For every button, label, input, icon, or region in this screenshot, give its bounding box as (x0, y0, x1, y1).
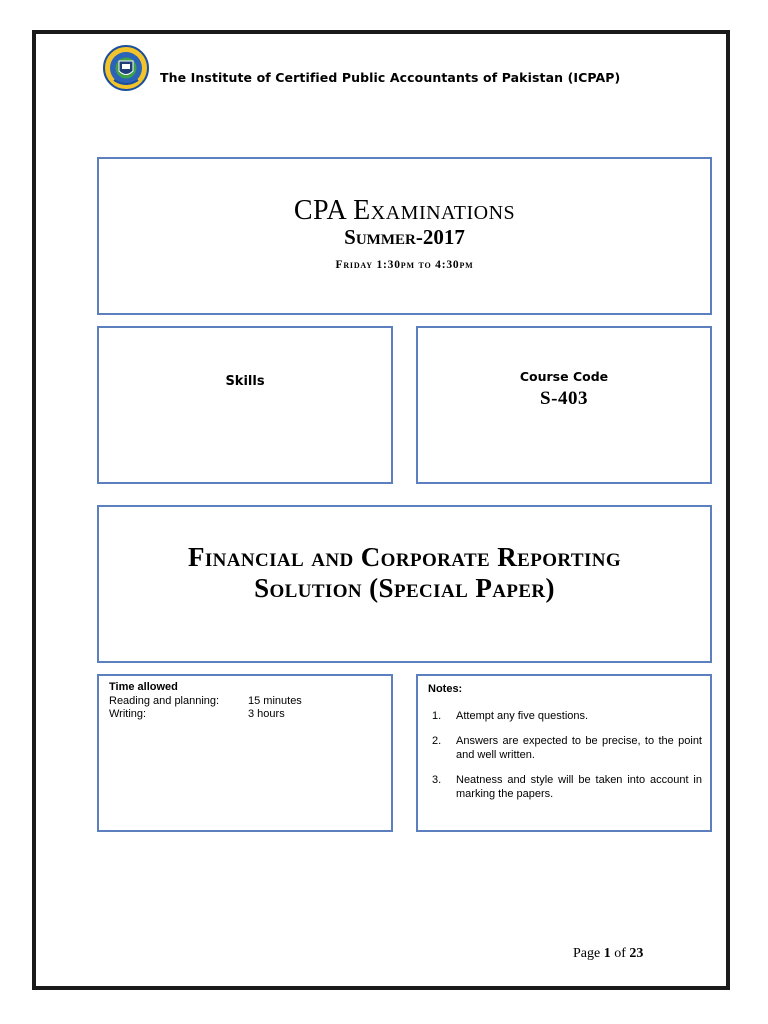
total-pages: 23 (629, 946, 644, 961)
time-row-value: 15 minutes (248, 695, 302, 707)
note-number: 2. (432, 735, 442, 747)
time-row-reading (109, 695, 302, 707)
note-number: 1. (432, 710, 442, 722)
course-code-value: S-403 (540, 388, 588, 409)
institute-name: The Institute of Certified Public Accountants of Pakistan (ICPAP) (160, 70, 621, 85)
page-word: Page (573, 946, 601, 961)
time-row-writing (109, 708, 285, 720)
note-text: Attempt any five questions. (456, 710, 589, 722)
note-text: Neatness and style will be taken into account in marking the papers. (456, 774, 702, 800)
notes-heading: Notes: (428, 683, 463, 695)
time-allowed-heading: Time allowed (109, 681, 178, 693)
paper-title-line-1: Financial and Corporate Reporting (187, 542, 622, 572)
time-row-label: Writing: (109, 708, 147, 720)
exam-title: CPA Examinations (293, 195, 516, 226)
level-box (97, 326, 393, 484)
icpap-logo (102, 44, 150, 92)
paper-title-box (97, 505, 712, 663)
exam-session: Summer-2017 (344, 225, 465, 249)
course-code-box (416, 326, 712, 484)
page-number (573, 946, 643, 962)
of-word: of (614, 946, 626, 961)
time-row-label: Reading and planning: (109, 695, 220, 707)
paper-title (99, 542, 710, 604)
note-text: Answers are expected to be precise, to the point and well written. (456, 735, 702, 761)
level-name: Skills (225, 374, 265, 389)
time-allowed-box (97, 674, 393, 832)
exam-time: Friday 1:30pm to 4:30pm (335, 259, 474, 271)
time-row-value: 3 hours (248, 708, 285, 720)
current-page: 1 (603, 946, 611, 961)
notes-box (416, 674, 712, 832)
paper-title-line-2: Solution (Special Paper) (254, 573, 555, 603)
exam-info-box (97, 157, 712, 315)
course-code-label: Course Code (519, 369, 609, 384)
note-number: 3. (432, 774, 442, 786)
